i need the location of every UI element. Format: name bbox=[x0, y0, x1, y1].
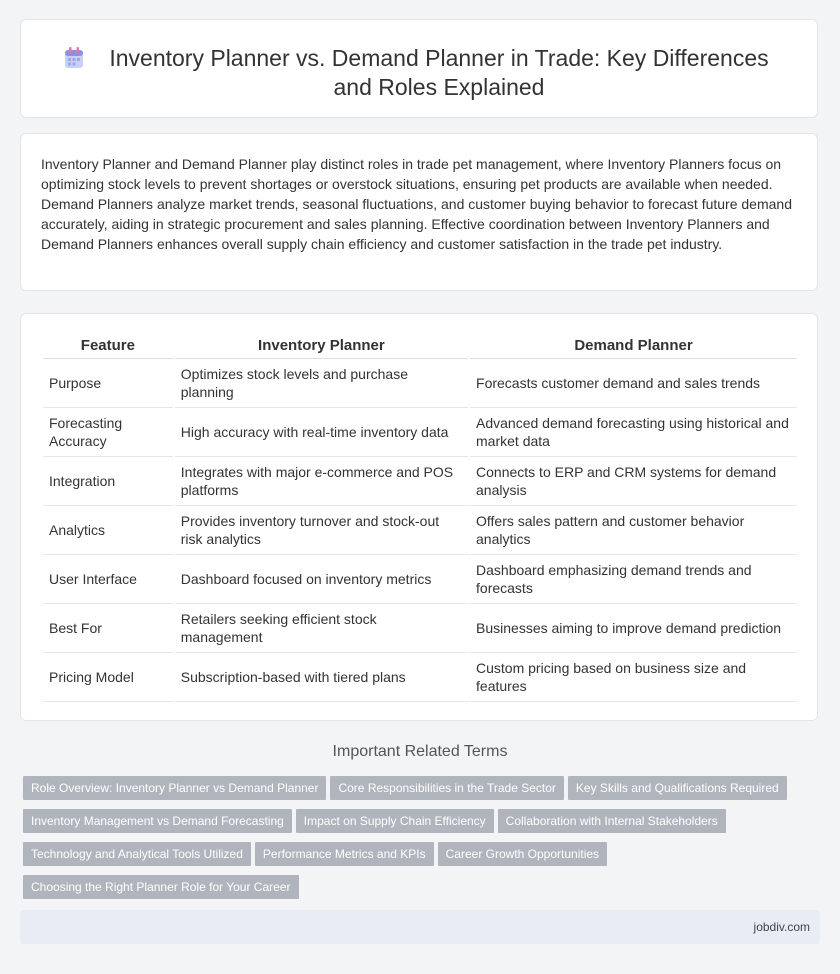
title-card bbox=[20, 19, 818, 118]
inventory-cell: Integrates with major e-commerce and POS platforms bbox=[175, 457, 468, 506]
intro-paragraph: Inventory Planner and Demand Planner play distinct roles in trade pet management, where Inventory Planners focus on optimizing stock levels to prevent shortages or overstock situations, ensuring pet products are available when needed. Demand Planners analyze market trends, seasonal fluctuations, and customer buying behavior to forecast future demand accurately, aiding in strategic procurement and sales planning. Effective coordination between Inventory Planners and Demand Planners enhances overall supply chain efficiency and customer satisfaction in the trade pet industry. bbox=[41, 156, 792, 252]
feature-cell: Purpose bbox=[43, 359, 173, 408]
related-term-tag[interactable]: Role Overview: Inventory Planner vs Demand Planner bbox=[23, 776, 326, 800]
feature-cell: Pricing Model bbox=[43, 653, 173, 702]
table-row bbox=[43, 506, 797, 555]
feature-cell: Best For bbox=[43, 604, 173, 653]
demand-cell: Custom pricing based on business size and features bbox=[470, 653, 797, 702]
demand-cell: Advanced demand forecasting using historical and market data bbox=[470, 408, 797, 457]
table-row bbox=[43, 359, 797, 408]
page-title: Inventory Planner vs. Demand Planner in Trade: Key Differences and Roles Explained bbox=[109, 45, 769, 100]
table-row bbox=[43, 457, 797, 506]
feature-cell: Integration bbox=[43, 457, 173, 506]
feature-cell: Analytics bbox=[43, 506, 173, 555]
related-term-tag[interactable]: Impact on Supply Chain Efficiency bbox=[296, 809, 494, 833]
demand-cell: Forecasts customer demand and sales trends bbox=[470, 359, 797, 408]
related-term-tag[interactable]: Core Responsibilities in the Trade Sector bbox=[330, 776, 563, 800]
comparison-table bbox=[41, 334, 799, 702]
table-row bbox=[43, 408, 797, 457]
comparison-card bbox=[20, 313, 818, 721]
table-row bbox=[43, 653, 797, 702]
feature-cell: User Interface bbox=[43, 555, 173, 604]
demand-cell: Dashboard emphasizing demand trends and forecasts bbox=[470, 555, 797, 604]
demand-cell: Businesses aiming to improve demand prediction bbox=[470, 604, 797, 653]
intro-card bbox=[20, 133, 818, 291]
inventory-cell: Subscription-based with tiered plans bbox=[175, 653, 468, 702]
demand-cell: Offers sales pattern and customer behavior analytics bbox=[470, 506, 797, 555]
footer bbox=[20, 910, 820, 944]
inventory-cell: Dashboard focused on inventory metrics bbox=[175, 555, 468, 604]
table-row bbox=[43, 555, 797, 604]
inventory-cell: Optimizes stock levels and purchase planning bbox=[175, 359, 468, 408]
related-term-tag[interactable]: Technology and Analytical Tools Utilized bbox=[23, 842, 251, 866]
related-terms-list bbox=[23, 776, 823, 908]
feature-cell: Forecasting Accuracy bbox=[43, 408, 173, 457]
table-header-row bbox=[43, 334, 797, 359]
demand-cell: Connects to ERP and CRM systems for demand analysis bbox=[470, 457, 797, 506]
related-term-tag[interactable]: Career Growth Opportunities bbox=[438, 842, 607, 866]
related-term-tag[interactable]: Choosing the Right Planner Role for Your Career bbox=[23, 875, 299, 899]
inventory-cell: High accuracy with real-time inventory data bbox=[175, 408, 468, 457]
header-inventory-planner: Inventory Planner bbox=[175, 334, 468, 359]
related-term-tag[interactable]: Key Skills and Qualifications Required bbox=[568, 776, 787, 800]
related-terms-title: Important Related Terms bbox=[332, 743, 508, 760]
footer-site-link[interactable]: jobdiv.com bbox=[753, 920, 810, 934]
inventory-cell: Provides inventory turnover and stock-out risk analytics bbox=[175, 506, 468, 555]
inventory-cell: Retailers seeking efficient stock management bbox=[175, 604, 468, 653]
header-feature: Feature bbox=[43, 334, 173, 359]
related-term-tag[interactable]: Performance Metrics and KPIs bbox=[255, 842, 434, 866]
table-row bbox=[43, 604, 797, 653]
related-term-tag[interactable]: Collaboration with Internal Stakeholders bbox=[498, 809, 726, 833]
related-term-tag[interactable]: Inventory Management vs Demand Forecasting bbox=[23, 809, 292, 833]
header-demand-planner: Demand Planner bbox=[470, 334, 797, 359]
